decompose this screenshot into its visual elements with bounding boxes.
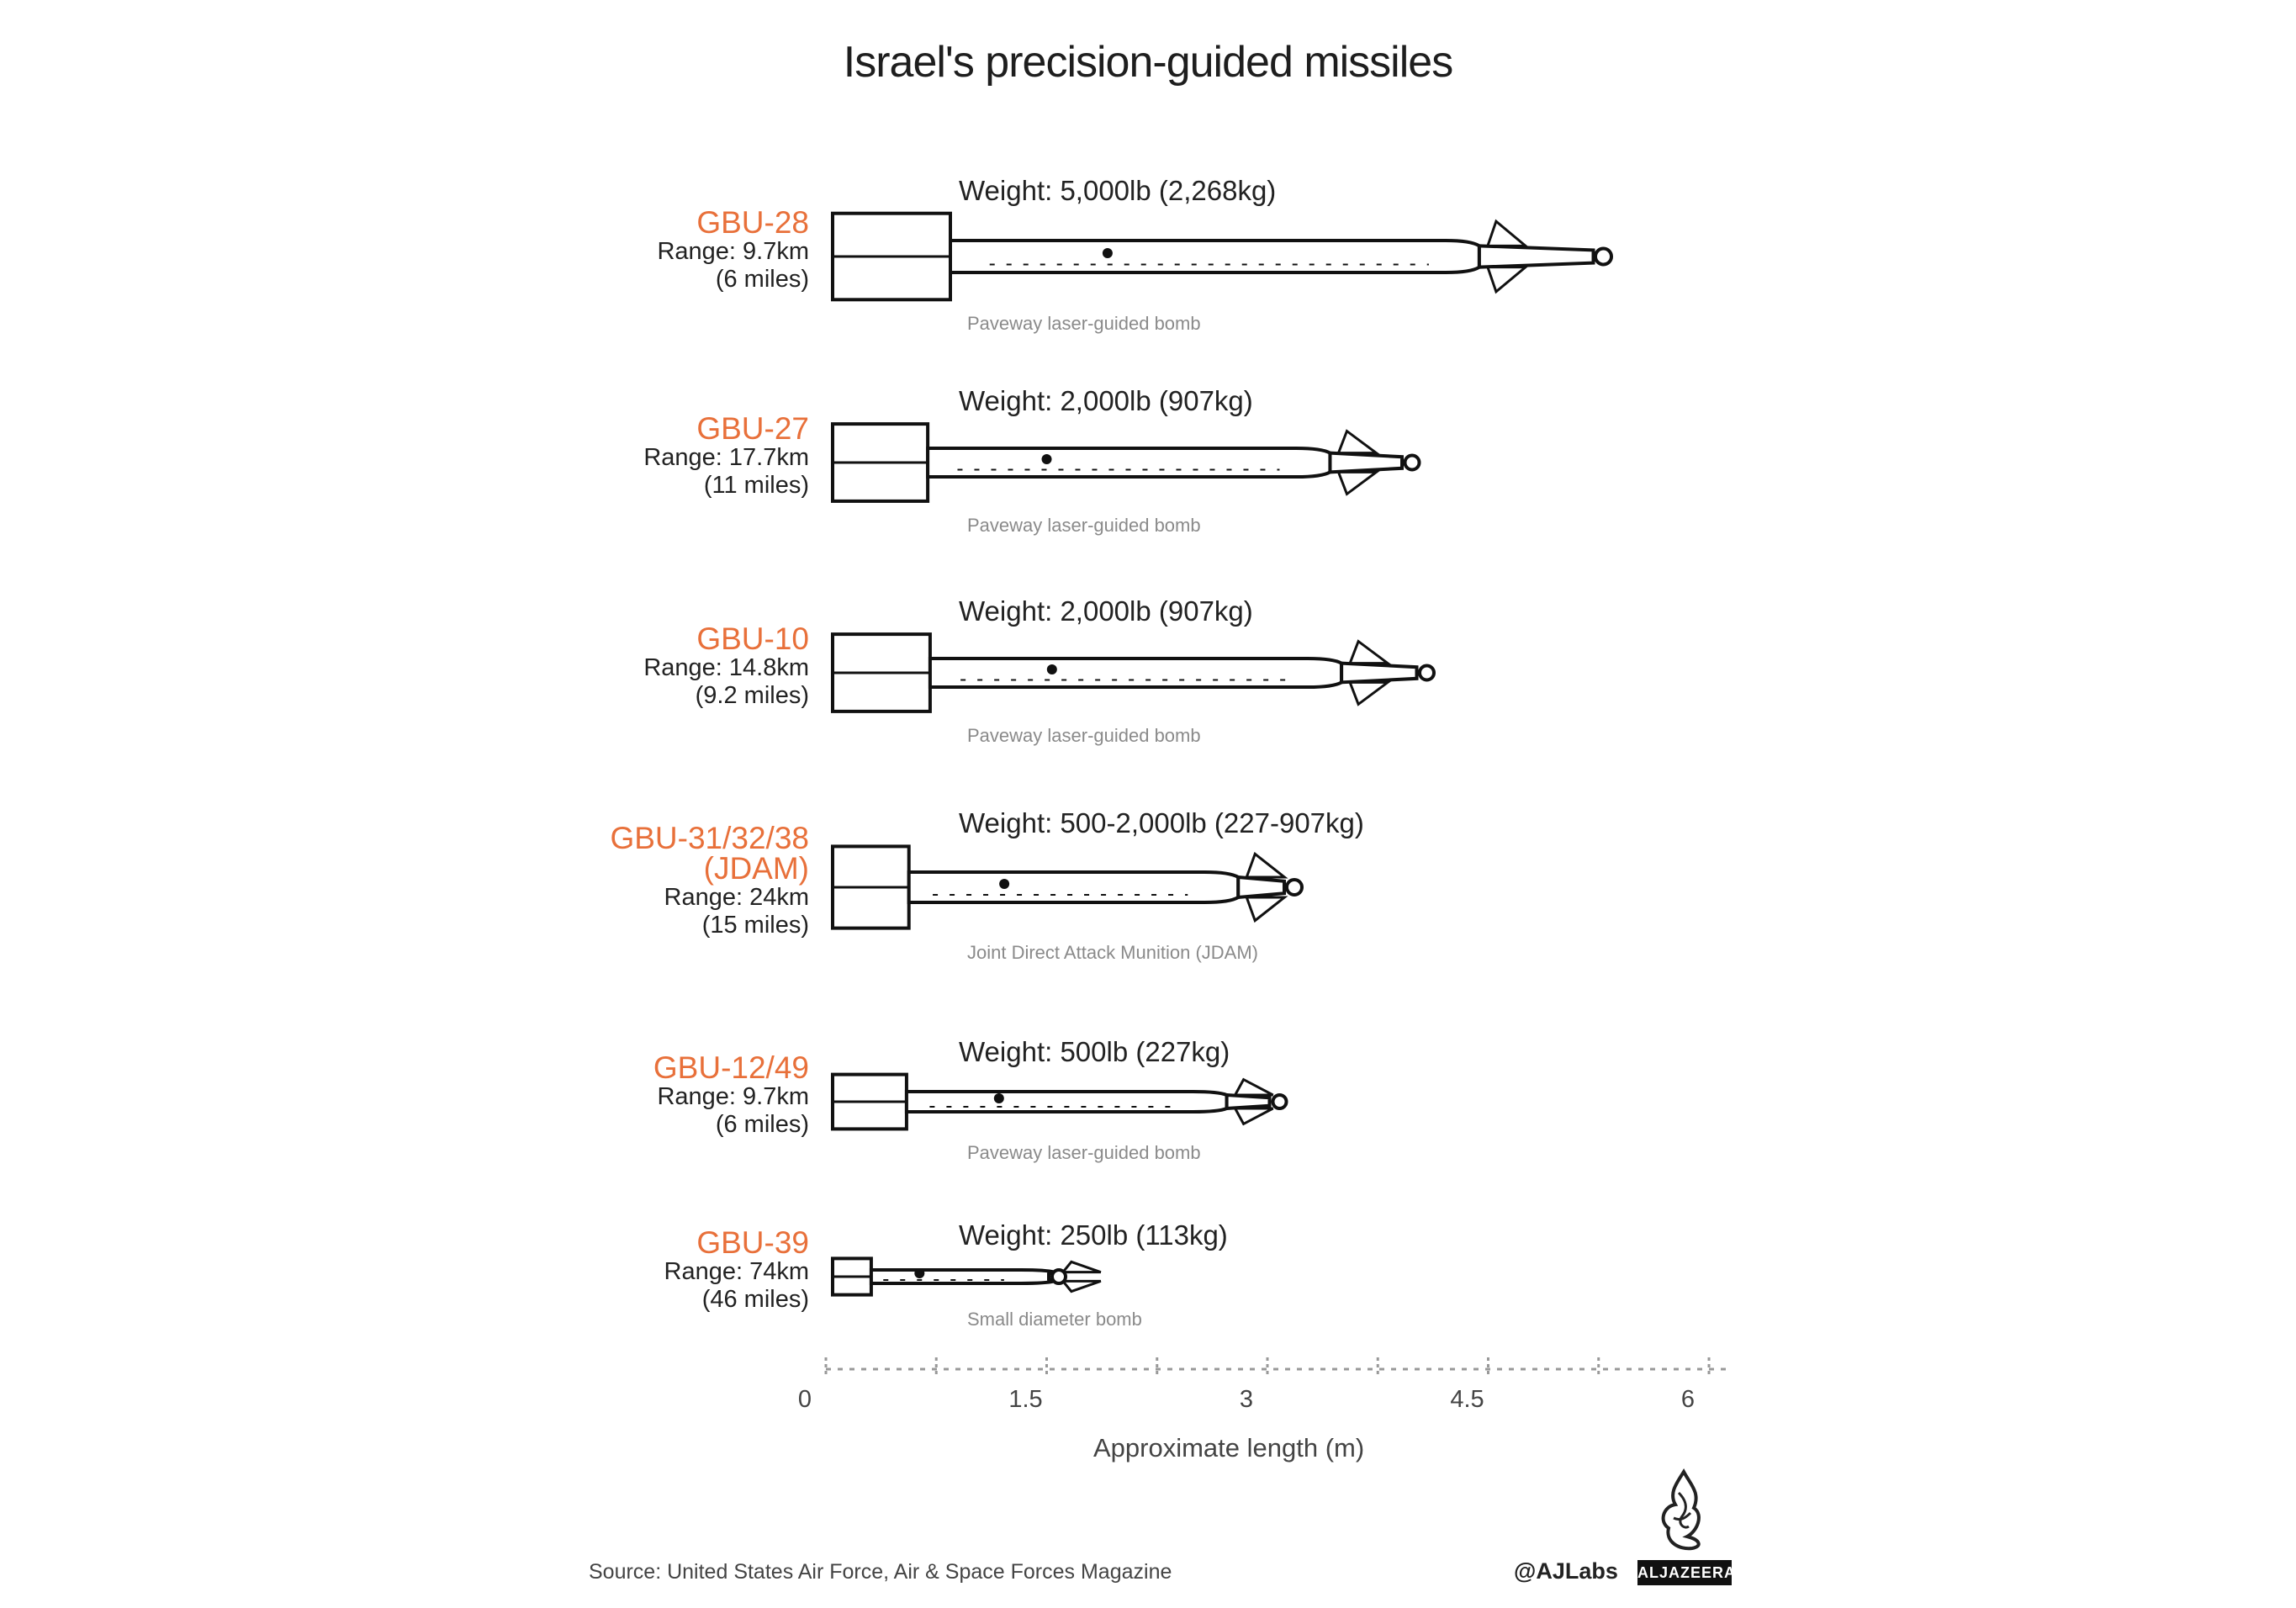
canard-top bbox=[1350, 642, 1388, 664]
bomb-weight: Weight: 2,000lb (907kg) bbox=[959, 595, 1253, 627]
credit-handle: @AJLabs bbox=[1514, 1558, 1618, 1584]
bomb-illustrations bbox=[833, 214, 1611, 1295]
detail-dot bbox=[999, 879, 1009, 889]
brand-wordmark: ALJAZEERA bbox=[1637, 1560, 1732, 1585]
seeker-nose bbox=[1420, 666, 1434, 680]
bomb-description: Paveway laser-guided bomb bbox=[967, 313, 1201, 335]
bomb-description: Paveway laser-guided bomb bbox=[967, 1142, 1201, 1164]
guidance-section bbox=[1479, 246, 1594, 267]
bomb-description: Paveway laser-guided bomb bbox=[967, 724, 1201, 746]
bomb-name: GBU-28 bbox=[696, 205, 809, 240]
bomb-body bbox=[930, 659, 1341, 687]
al-jazeera-logo-icon bbox=[1642, 1468, 1726, 1552]
bomb-1 bbox=[833, 424, 1420, 501]
detail-dot bbox=[1103, 248, 1113, 258]
detail-dot bbox=[1042, 454, 1052, 464]
bomb-weight: Weight: 5,000lb (2,268kg) bbox=[959, 174, 1277, 206]
x-axis bbox=[826, 1357, 1726, 1378]
bomb-body bbox=[950, 241, 1479, 272]
bomb-name: GBU-31/32/38 (JDAM) bbox=[610, 821, 809, 886]
chart-title: Israel's precision-guided missiles bbox=[843, 38, 1453, 87]
bomb-0 bbox=[833, 214, 1611, 300]
x-tick-label: 3 bbox=[1239, 1386, 1254, 1413]
bomb-body bbox=[909, 872, 1239, 902]
x-axis-label: Approximate length (m) bbox=[1093, 1433, 1365, 1463]
bomb-name: GBU-39 bbox=[696, 1225, 809, 1260]
bomb-range: Range: 14.8km (9.2 miles) bbox=[643, 654, 809, 709]
bomb-body bbox=[928, 448, 1330, 477]
bomb-name: GBU-27 bbox=[696, 411, 809, 446]
canard-bottom bbox=[1063, 1281, 1101, 1291]
bomb-weight: Weight: 2,000lb (907kg) bbox=[959, 385, 1253, 417]
bomb-2 bbox=[833, 634, 1434, 711]
bomb-name: GBU-12/49 bbox=[653, 1050, 809, 1085]
bomb-range: Range: 74km (46 miles) bbox=[664, 1258, 809, 1313]
bomb-range: Range: 24km (15 miles) bbox=[664, 884, 809, 939]
guidance-section bbox=[1238, 877, 1284, 897]
x-tick-label: 6 bbox=[1680, 1386, 1696, 1413]
seeker-nose bbox=[1052, 1270, 1066, 1283]
bomb-range: Range: 17.7km (11 miles) bbox=[643, 444, 809, 499]
x-tick-label: 0 bbox=[797, 1386, 812, 1413]
bomb-weight: Weight: 500lb (227kg) bbox=[959, 1035, 1230, 1067]
canard-bottom bbox=[1246, 897, 1284, 921]
canard-bottom bbox=[1488, 267, 1526, 292]
bomb-5 bbox=[833, 1258, 1101, 1294]
bomb-description: Small diameter bomb bbox=[967, 1308, 1142, 1330]
detail-dot bbox=[1047, 664, 1057, 674]
bomb-body bbox=[907, 1092, 1227, 1112]
canard-bottom bbox=[1235, 1108, 1273, 1124]
detail-dot bbox=[994, 1093, 1004, 1103]
x-tick-label: 4.5 bbox=[1450, 1386, 1484, 1413]
x-tick-label: 1.5 bbox=[1008, 1386, 1043, 1413]
canard-bottom bbox=[1338, 472, 1376, 494]
detail-dot bbox=[914, 1268, 924, 1278]
bomb-range: Range: 9.7km (6 miles) bbox=[657, 238, 809, 293]
guidance-section bbox=[1330, 453, 1402, 473]
seeker-nose bbox=[1287, 880, 1302, 895]
canard-top bbox=[1488, 221, 1526, 246]
seeker-nose bbox=[1273, 1095, 1287, 1108]
source-note: Source: United States Air Force, Air & Space Forces Magazine bbox=[589, 1560, 1172, 1584]
canard-bottom bbox=[1350, 682, 1388, 704]
bomb-body bbox=[871, 1270, 1055, 1283]
seeker-nose bbox=[1595, 249, 1611, 265]
bomb-weight: Weight: 250lb (113kg) bbox=[959, 1219, 1228, 1251]
guidance-section bbox=[1341, 664, 1416, 683]
bomb-weight: Weight: 500-2,000lb (227-907kg) bbox=[959, 807, 1364, 839]
canard-top bbox=[1063, 1262, 1101, 1272]
bomb-4 bbox=[833, 1075, 1287, 1129]
bomb-description: Paveway laser-guided bomb bbox=[967, 514, 1201, 536]
bomb-range: Range: 9.7km (6 miles) bbox=[657, 1083, 809, 1138]
canard-top bbox=[1235, 1080, 1273, 1095]
bomb-name: GBU-10 bbox=[696, 622, 809, 656]
bomb-3 bbox=[833, 846, 1302, 928]
guidance-section bbox=[1227, 1095, 1270, 1108]
seeker-nose bbox=[1405, 456, 1420, 470]
canard-top bbox=[1246, 854, 1284, 877]
canard-top bbox=[1338, 431, 1376, 453]
bomb-description: Joint Direct Attack Munition (JDAM) bbox=[967, 941, 1258, 963]
